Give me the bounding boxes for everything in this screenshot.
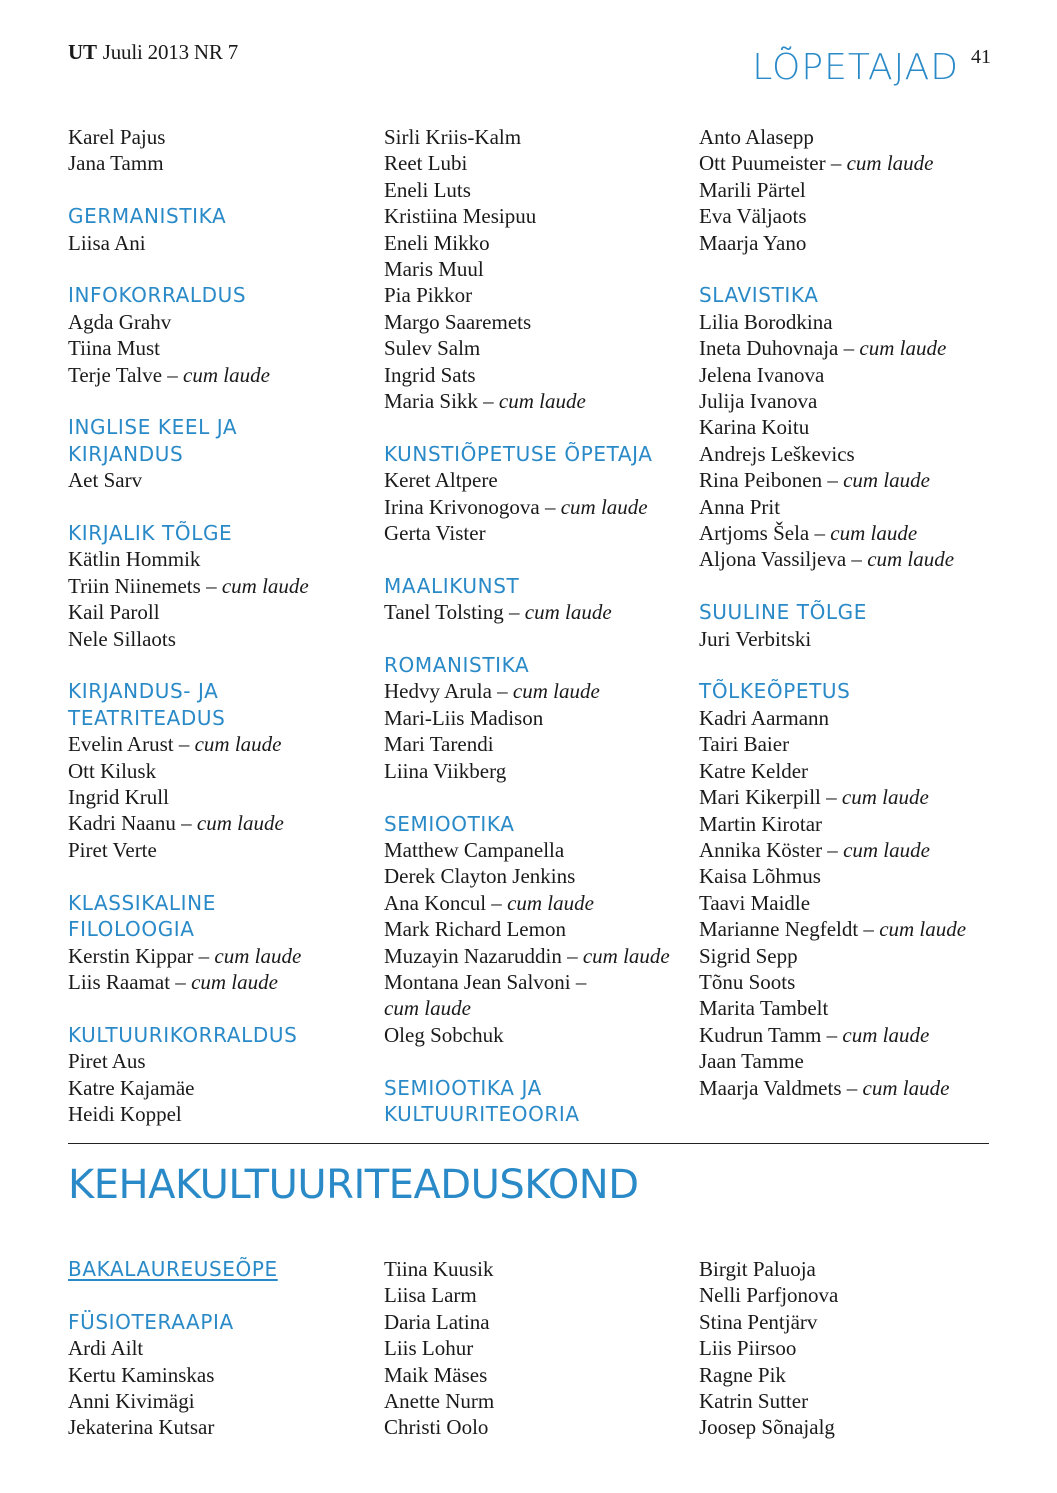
honor-label: cum laude xyxy=(507,890,594,915)
program-heading: FILOLOOGIA xyxy=(68,917,195,942)
graduate-name-text: Heidi Koppel xyxy=(68,1101,182,1126)
honor-label: cum laude xyxy=(191,969,278,994)
honor-label: cum laude xyxy=(830,521,918,546)
program-heading: KUNSTIÕPETUSE ÕPETAJA xyxy=(384,441,653,466)
graduate-name xyxy=(384,1282,684,1308)
graduate-name xyxy=(699,943,999,969)
graduate-name-text: Tõnu Soots xyxy=(699,969,796,994)
graduate-name xyxy=(384,890,684,916)
graduate-name xyxy=(384,1309,684,1335)
spacer xyxy=(384,546,684,572)
graduate-name xyxy=(384,203,684,229)
graduate-name-text: Tairi Baier xyxy=(699,732,790,757)
graduate-name-text: Joosep Sõnajalg xyxy=(699,1415,835,1440)
honor-label: cum laude xyxy=(512,679,600,704)
graduate-name-text: Ingrid Sats xyxy=(384,362,476,387)
graduate-name xyxy=(699,1388,999,1414)
honor-label: cum laude xyxy=(843,468,930,493)
graduate-name-text: Liisa Ani xyxy=(68,230,146,255)
honor-label: cum laude xyxy=(214,943,302,968)
graduate-name-text: Maarja Yano xyxy=(699,230,807,255)
program-heading: BAKALAUREUSEÕPE xyxy=(68,1257,278,1281)
honor-label: cum laude xyxy=(582,943,670,968)
graduate-name xyxy=(68,1414,368,1440)
graduate-name-text: Eneli Mikko xyxy=(384,230,490,255)
graduate-name xyxy=(384,150,684,176)
graduate-name-text: Agda Grahv xyxy=(68,309,172,334)
section-header xyxy=(752,40,991,93)
graduate-name xyxy=(384,177,684,203)
graduate-name xyxy=(68,1075,368,1101)
graduate-name xyxy=(68,546,368,572)
graduate-name xyxy=(68,230,368,256)
graduate-name xyxy=(699,124,999,150)
graduate-name-text: Mari Kikerpill – xyxy=(699,785,842,810)
graduate-name xyxy=(699,520,999,546)
graduate-name xyxy=(68,124,368,150)
graduate-name-text: Andrejs Leškevics xyxy=(699,441,855,466)
graduate-name xyxy=(699,1048,999,1074)
graduate-name xyxy=(384,362,684,388)
graduate-name xyxy=(68,731,368,757)
program-heading: SUULINE TÕLGE xyxy=(699,600,868,625)
graduate-name-text: Sulev Salm xyxy=(384,336,481,361)
graduate-name xyxy=(699,1309,999,1335)
honor-label: cum laude xyxy=(194,732,282,757)
graduate-name xyxy=(699,441,999,467)
graduate-name xyxy=(384,1335,684,1361)
honor-label: cum laude xyxy=(498,389,586,414)
honor-label: cum laude xyxy=(841,785,929,810)
graduate-name xyxy=(699,203,999,229)
program-heading: FÜSIOTERAAPIA xyxy=(68,1309,234,1334)
graduate-name xyxy=(68,309,368,335)
graduate-name xyxy=(384,1362,684,1388)
graduate-name-text: Ardi Ailt xyxy=(68,1336,144,1361)
spacer xyxy=(699,652,999,678)
program-heading: MAALIKUNST xyxy=(384,573,520,598)
spacer xyxy=(68,995,368,1021)
graduate-name xyxy=(68,1101,368,1127)
bottom-column-1 xyxy=(68,1256,368,1441)
top-column-3 xyxy=(699,124,999,1101)
graduate-name xyxy=(384,1388,684,1414)
graduate-name-text: Julija Ivanova xyxy=(699,389,818,414)
spacer xyxy=(699,573,999,599)
graduate-name-text: Daria Latina xyxy=(384,1309,490,1334)
graduate-name-text: Kadri Aarmann xyxy=(699,705,830,730)
honor-label: cum laude xyxy=(859,336,947,361)
graduate-name xyxy=(384,256,684,282)
graduate-name-text: Katre Kajamäe xyxy=(68,1075,195,1100)
graduate-name-text: Rina Peibonen – xyxy=(699,468,844,493)
honor-label: cum laude xyxy=(879,917,967,942)
graduate-name-text: Kerstin Kippar – xyxy=(68,943,215,968)
graduate-name xyxy=(699,1256,999,1282)
graduate-name xyxy=(699,1075,999,1101)
graduate-name xyxy=(68,1335,368,1361)
spacer xyxy=(68,388,368,414)
spacer xyxy=(68,863,368,889)
program-heading: TEATRITEADUS xyxy=(68,705,226,730)
graduate-name xyxy=(699,626,999,652)
program-heading: TÕLKEÕPETUS xyxy=(699,679,851,704)
top-column-1 xyxy=(68,124,368,1127)
graduate-name-text: Tiina Kuusik xyxy=(384,1257,494,1281)
graduate-name xyxy=(699,995,999,1021)
graduate-name-text: Martin Kirotar xyxy=(699,811,823,836)
graduate-name-text: Jelena Ivanova xyxy=(699,362,825,387)
program-heading: KIRJALIK TÕLGE xyxy=(68,521,233,546)
graduate-name-text: Piret Verte xyxy=(68,837,157,862)
graduate-name-text: Kätlin Hommik xyxy=(68,547,201,572)
graduate-name-text: Maria Sikk – xyxy=(384,389,499,414)
honor-label: cum laude xyxy=(524,600,612,625)
graduate-name xyxy=(384,124,684,150)
graduate-name-text: Jekaterina Kutsar xyxy=(68,1415,215,1440)
graduate-name xyxy=(68,1362,368,1388)
graduate-name xyxy=(384,1022,684,1048)
graduate-name-text: Nelli Parfjonova xyxy=(699,1283,839,1308)
graduate-name-text: Lilia Borodkina xyxy=(699,309,833,334)
spacer xyxy=(68,177,368,203)
running-header xyxy=(68,40,238,65)
graduate-name-text: Anto Alasepp xyxy=(699,125,814,149)
graduate-name xyxy=(384,705,684,731)
spacer xyxy=(384,784,684,810)
graduate-name xyxy=(68,837,368,863)
graduate-name xyxy=(699,916,999,942)
graduate-name-text: Pia Pikkor xyxy=(384,283,473,308)
graduate-name xyxy=(699,969,999,995)
graduate-name xyxy=(384,837,684,863)
graduate-name-text: Christi Oolo xyxy=(384,1415,489,1440)
graduate-name-text: Mari Tarendi xyxy=(384,732,494,757)
graduate-name-text: Anna Prit xyxy=(699,494,781,519)
graduate-name-text: Marili Pärtel xyxy=(699,177,806,202)
graduate-name xyxy=(699,1362,999,1388)
graduate-name xyxy=(384,230,684,256)
graduate-name-text: Ott Puumeister – xyxy=(699,151,847,176)
graduate-name-text: Ana Koncul – xyxy=(384,890,508,915)
graduate-name-text: Derek Clayton Jenkins xyxy=(384,864,576,889)
graduate-name xyxy=(68,573,368,599)
graduate-name xyxy=(699,177,999,203)
graduate-name xyxy=(699,890,999,916)
graduate-name-text: Maris Muul xyxy=(384,257,484,282)
graduate-name-text: Maarja Valdmets – xyxy=(699,1075,863,1100)
spacer xyxy=(68,652,368,678)
graduate-name-text: Kudrun Tamm – xyxy=(699,1022,843,1047)
graduate-name xyxy=(68,784,368,810)
spacer xyxy=(384,414,684,440)
bottom-column-3 xyxy=(699,1256,999,1441)
graduate-name xyxy=(384,599,684,625)
page-number: 41 xyxy=(971,46,991,68)
graduate-name xyxy=(699,811,999,837)
graduate-name xyxy=(68,467,368,493)
bottom-column-2 xyxy=(384,1256,684,1441)
graduate-name xyxy=(384,309,684,335)
graduate-name xyxy=(384,1414,684,1440)
graduate-name-text: Muzayin Nazaruddin – xyxy=(384,943,583,968)
graduate-name-text: Eneli Luts xyxy=(384,177,471,202)
graduate-name-text: Nele Sillaots xyxy=(68,626,176,651)
graduate-name xyxy=(384,467,684,493)
graduate-name-text: Marianne Negfeldt – xyxy=(699,917,880,942)
graduate-name-text: Triin Niinemets – xyxy=(68,573,222,598)
graduate-name-text: Gerta Vister xyxy=(384,521,486,546)
graduate-name-text: Keret Altpere xyxy=(384,468,498,493)
graduate-name xyxy=(384,335,684,361)
spacer xyxy=(68,256,368,282)
graduate-name-text: Terje Talve – xyxy=(68,362,184,387)
graduate-name xyxy=(699,494,999,520)
graduate-name xyxy=(384,678,684,704)
graduate-name xyxy=(699,467,999,493)
graduate-name-text: Anette Nurm xyxy=(384,1389,495,1414)
graduate-name xyxy=(699,1414,999,1440)
graduate-name xyxy=(384,969,684,995)
graduate-name xyxy=(384,388,684,414)
faculty-title: KEHAKULTUURITEADUSKOND xyxy=(68,1162,639,1208)
honor-label: cum laude xyxy=(846,151,934,176)
graduate-name-text: Irina Krivonogova – xyxy=(384,494,561,519)
graduate-name-text: Ingrid Krull xyxy=(68,785,169,810)
program-heading: KIRJANDUS xyxy=(68,441,184,466)
graduate-name-text: Jana Tamm xyxy=(68,151,164,176)
graduate-name-text: Ineta Duhovnaja – xyxy=(699,336,860,361)
graduate-name-text: Oleg Sobchuk xyxy=(384,1022,504,1047)
graduate-name xyxy=(699,758,999,784)
graduate-name xyxy=(384,863,684,889)
graduate-name xyxy=(699,705,999,731)
graduate-name-text: Ragne Pik xyxy=(699,1362,786,1387)
graduate-name-text: Liisa Larm xyxy=(384,1283,477,1308)
graduate-name-text: Kaisa Lõhmus xyxy=(699,864,821,889)
graduate-name-text: Birgit Paluoja xyxy=(699,1257,816,1281)
graduate-name xyxy=(68,969,368,995)
program-heading: KULTUURITEOORIA xyxy=(384,1101,580,1126)
graduate-name-text: Katrin Sutter xyxy=(699,1389,809,1414)
graduate-name-text: Mari-Liis Madison xyxy=(384,705,544,730)
graduate-name-text: Kail Paroll xyxy=(68,600,160,625)
graduate-name-text: Liis Raamat – xyxy=(68,969,192,994)
graduate-name xyxy=(699,230,999,256)
graduate-name xyxy=(68,1048,368,1074)
program-heading: GERMANISTIKA xyxy=(68,204,227,229)
graduate-name xyxy=(699,335,999,361)
graduate-name-text: Ott Kilusk xyxy=(68,758,157,783)
graduate-name-text: Aljona Vassiljeva – xyxy=(699,547,868,572)
spacer xyxy=(699,256,999,282)
honor-label: cum laude xyxy=(560,494,648,519)
graduate-name xyxy=(384,494,684,520)
graduate-name xyxy=(68,362,368,388)
graduate-name-text: Sigrid Sepp xyxy=(699,943,798,968)
graduate-name xyxy=(384,916,684,942)
graduate-name xyxy=(384,758,684,784)
graduate-name xyxy=(699,837,999,863)
spacer xyxy=(384,626,684,652)
graduate-name xyxy=(68,810,368,836)
top-column-2 xyxy=(384,124,684,1127)
graduate-name xyxy=(699,309,999,335)
graduate-name xyxy=(699,414,999,440)
graduate-name-text: Maik Mäses xyxy=(384,1362,488,1387)
honor-label: cum laude xyxy=(183,362,270,387)
graduate-name xyxy=(68,150,368,176)
section-divider xyxy=(68,1143,989,1144)
graduate-name-text: Tanel Tolsting – xyxy=(384,600,525,625)
graduate-name-text: Piret Aus xyxy=(68,1049,146,1074)
graduate-name-text: Sirli Kriis-Kalm xyxy=(384,125,522,149)
graduate-name-text: Anni Kivimägi xyxy=(68,1389,195,1414)
graduate-name-text: Juri Verbitski xyxy=(699,626,812,651)
graduate-name xyxy=(699,388,999,414)
graduate-name xyxy=(384,943,684,969)
graduate-name-text: Taavi Maidle xyxy=(699,890,811,915)
graduate-name xyxy=(699,546,999,572)
issue-info: Juuli 2013 NR 7 xyxy=(102,40,239,64)
graduate-name xyxy=(68,626,368,652)
graduate-name xyxy=(699,150,999,176)
graduate-name-text: Jaan Tamme xyxy=(699,1049,804,1074)
graduate-name xyxy=(384,1256,684,1282)
graduate-name-text: Mark Richard Lemon xyxy=(384,917,566,942)
graduate-name-text: Annika Köster – xyxy=(699,837,844,862)
graduate-name xyxy=(699,362,999,388)
graduate-name-text: Artjoms Šela – xyxy=(699,521,831,546)
graduate-name-text: Marita Tambelt xyxy=(699,996,829,1021)
program-heading: INFOKORRALDUS xyxy=(68,283,247,308)
honor-label: cum laude xyxy=(221,573,309,598)
publication-name: UT xyxy=(68,40,97,64)
graduate-name xyxy=(699,1022,999,1048)
program-heading: SLAVISTIKA xyxy=(699,283,819,308)
graduate-name-text: Montana Jean Salvoni – xyxy=(384,969,587,994)
program-heading: KLASSIKALINE xyxy=(68,890,216,915)
honor-label: cum laude xyxy=(384,996,471,1021)
graduate-name-text: Evelin Arust – xyxy=(68,732,195,757)
program-heading: SEMIOOTIKA xyxy=(384,811,515,836)
graduate-name-text: Kadri Naanu – xyxy=(68,811,197,836)
graduate-name-text: Tiina Must xyxy=(68,336,161,361)
graduate-name xyxy=(384,282,684,308)
graduate-name xyxy=(384,731,684,757)
graduate-name-text: Kertu Kaminskas xyxy=(68,1362,215,1387)
program-heading: KULTUURIKORRALDUS xyxy=(68,1022,298,1047)
honor-label: cum laude xyxy=(867,547,955,572)
program-heading: KIRJANDUS- JA xyxy=(68,679,219,704)
graduate-name-text: Matthew Campanella xyxy=(384,837,565,862)
graduate-name-text: Aet Sarv xyxy=(68,468,143,493)
graduate-name xyxy=(384,520,684,546)
graduate-name-text: Kristiina Mesipuu xyxy=(384,204,537,229)
graduate-name xyxy=(68,758,368,784)
graduate-name xyxy=(68,943,368,969)
spacer xyxy=(68,1282,368,1308)
graduate-name xyxy=(68,1388,368,1414)
graduate-name xyxy=(699,731,999,757)
honor-label: cum laude xyxy=(862,1075,950,1100)
section-title: LÕPETAJAD xyxy=(752,47,959,88)
graduate-name-text: Liina Viikberg xyxy=(384,758,507,783)
honor-label: cum laude xyxy=(843,837,930,862)
graduate-name xyxy=(699,863,999,889)
graduate-name-text: Karina Koitu xyxy=(699,415,810,440)
program-heading: INGLISE KEEL JA xyxy=(68,415,238,440)
graduate-name-text: Liis Lohur xyxy=(384,1336,474,1361)
graduate-name xyxy=(68,599,368,625)
program-heading: ROMANISTIKA xyxy=(384,653,530,678)
program-heading: SEMIOOTIKA JA xyxy=(384,1075,542,1100)
graduate-name-text: Hedvy Arula – xyxy=(384,679,513,704)
graduate-name-text: Margo Saaremets xyxy=(384,309,532,334)
honor-label: cum laude xyxy=(842,1022,930,1047)
honor-label: cum laude xyxy=(196,811,284,836)
graduate-name-text: Eva Väljaots xyxy=(699,204,807,229)
graduate-name xyxy=(384,995,684,1021)
graduate-name-text: Katre Kelder xyxy=(699,758,809,783)
graduate-name-text: Reet Lubi xyxy=(384,151,468,176)
graduate-name-text: Stina Pentjärv xyxy=(699,1309,818,1334)
graduate-name-text: Liis Piirsoo xyxy=(699,1336,797,1361)
graduate-name xyxy=(699,784,999,810)
spacer xyxy=(68,494,368,520)
graduate-name xyxy=(699,1335,999,1361)
graduate-name xyxy=(699,1282,999,1308)
spacer xyxy=(384,1048,684,1074)
graduate-name xyxy=(68,335,368,361)
graduate-name-text: Karel Pajus xyxy=(68,125,166,149)
